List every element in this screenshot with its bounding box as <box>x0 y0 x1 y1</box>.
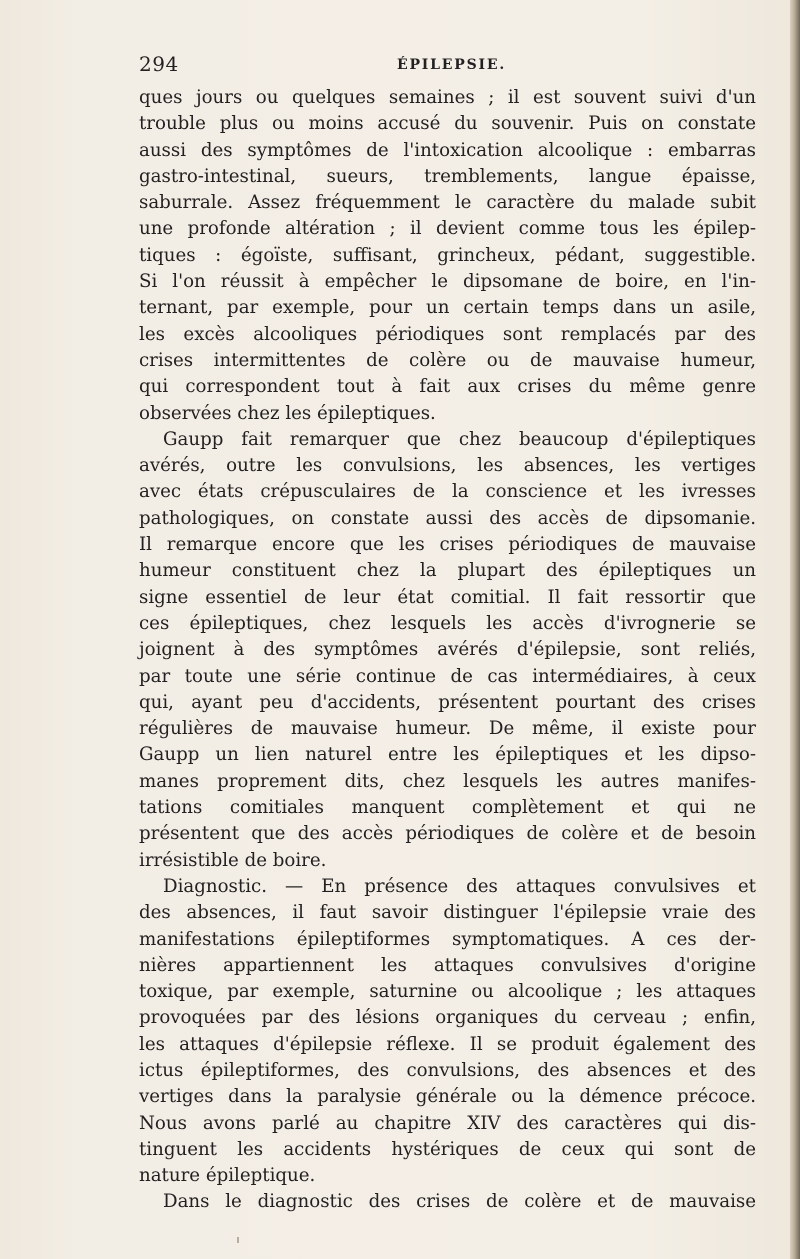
text-line: par toute une série continue de cas intermédiaires, à ceux <box>139 665 756 687</box>
text-line: nature épileptique. <box>139 1165 316 1187</box>
text-line: ictus épileptiformes, des convulsions, des absences et des <box>139 1059 756 1081</box>
text-line: des absences, il faut savoir distinguer l'épilepsie vraie des <box>139 902 756 924</box>
text-line: observées chez les épileptiques. <box>139 402 436 424</box>
text-line: irrésistible de boire. <box>139 849 327 871</box>
running-title: ÉPILEPSIE. <box>397 57 506 73</box>
text-line: gastro-intestinal, sueurs, tremblements, langue épaisse, <box>139 165 756 187</box>
text-line: provoquées par des lésions organiques du cerveau ; enfin, <box>139 1007 756 1029</box>
text-line: humeur constituent chez la plupart des épileptiques un <box>139 560 756 582</box>
text-line: trouble plus ou moins accusé du souvenir. Puis on constate <box>139 113 756 135</box>
text-line: toxique, par exemple, saturnine ou alcoolique ; les attaques <box>139 981 756 1003</box>
text-line: qui correspondent tout à fait aux crises du même genre <box>139 376 756 398</box>
text-line: Nous avons parlé au chapitre XIV des caractères qui dis- <box>139 1112 756 1134</box>
text-line: régulières de mauvaise humeur. De même, il existe pour <box>139 718 756 740</box>
text-line: ternant, par exemple, pour un certain temps dans un asile, <box>139 297 756 319</box>
text-line: Il remarque encore que les crises périodiques de mauvaise <box>139 534 756 556</box>
text-line: qui, ayant peu d'accidents, présentent pourtant des crises <box>139 691 756 713</box>
text-line: Si l'on réussit à empêcher le dipsomane de boire, en l'in- <box>139 271 756 293</box>
text-line: tiques : égoïste, suffisant, grincheux, pédant, suggestible. <box>139 244 756 266</box>
text-line: manifestations épileptiformes symptomatiques. A ces der- <box>139 928 756 950</box>
text-line: Gaupp fait remarquer que chez beaucoup d'épileptiques <box>163 428 756 450</box>
text-line: les excès alcooliques périodiques sont remplacés par des <box>139 323 756 345</box>
text-line: aussi des symptômes de l'intoxication alcoolique : embarras <box>139 139 756 161</box>
text-line: pathologiques, on constate aussi des accès de dipsomanie. <box>139 507 756 529</box>
text-line: ques jours ou quelques semaines ; il est souvent suivi d'un <box>139 87 756 108</box>
text-line: avec états crépusculaires de la conscience et les ivresses <box>139 481 756 503</box>
text-line: saburrale. Assez fréquemment le caractère du malade subit <box>139 192 756 214</box>
text-line: manes proprement dits, chez lesquels les autres manifes- <box>139 770 756 792</box>
text-line: nières appartiennent les attaques convulsives d'origine <box>139 954 756 976</box>
text-line: tations comitiales manquent complètement et qui ne <box>139 797 756 819</box>
text-line: Gaupp un lien naturel entre les épileptiques et les dipso- <box>139 744 756 766</box>
text-line: une profonde altération ; il devient comme tous les épilep- <box>139 218 756 240</box>
text-line: Diagnostic. — En présence des attaques convulsives et <box>163 875 756 897</box>
text-line: signe essentiel de leur état comitial. Il fait ressortir que <box>139 586 756 608</box>
print-mark <box>237 1237 239 1243</box>
text-line: Dans le diagnostic des crises de colère et de mauvaise <box>163 1191 756 1213</box>
text-line: vertiges dans la paralysie générale ou la démence précoce. <box>139 1086 756 1108</box>
body-text <box>139 85 756 1216</box>
text-line: crises intermittentes de colère ou de mauvaise humeur, <box>139 349 756 371</box>
text-line: tinguent les accidents hystériques de ceux qui sont de <box>139 1138 756 1160</box>
page-number: 294 <box>139 52 179 76</box>
text-line: ces épileptiques, chez lesquels les accès d'ivrognerie se <box>139 612 756 634</box>
text-line: les attaques d'épilepsie réflexe. Il se produit également des <box>139 1033 756 1055</box>
text-line: joignent à des symptômes avérés d'épilepsie, sont reliés, <box>139 639 756 661</box>
text-line: présentent que des accès périodiques de colère et de besoin <box>139 823 756 845</box>
text-line: avérés, outre les convulsions, les absences, les vertiges <box>139 455 756 477</box>
page-header <box>139 52 759 82</box>
page-edge-shadow <box>790 0 800 1259</box>
